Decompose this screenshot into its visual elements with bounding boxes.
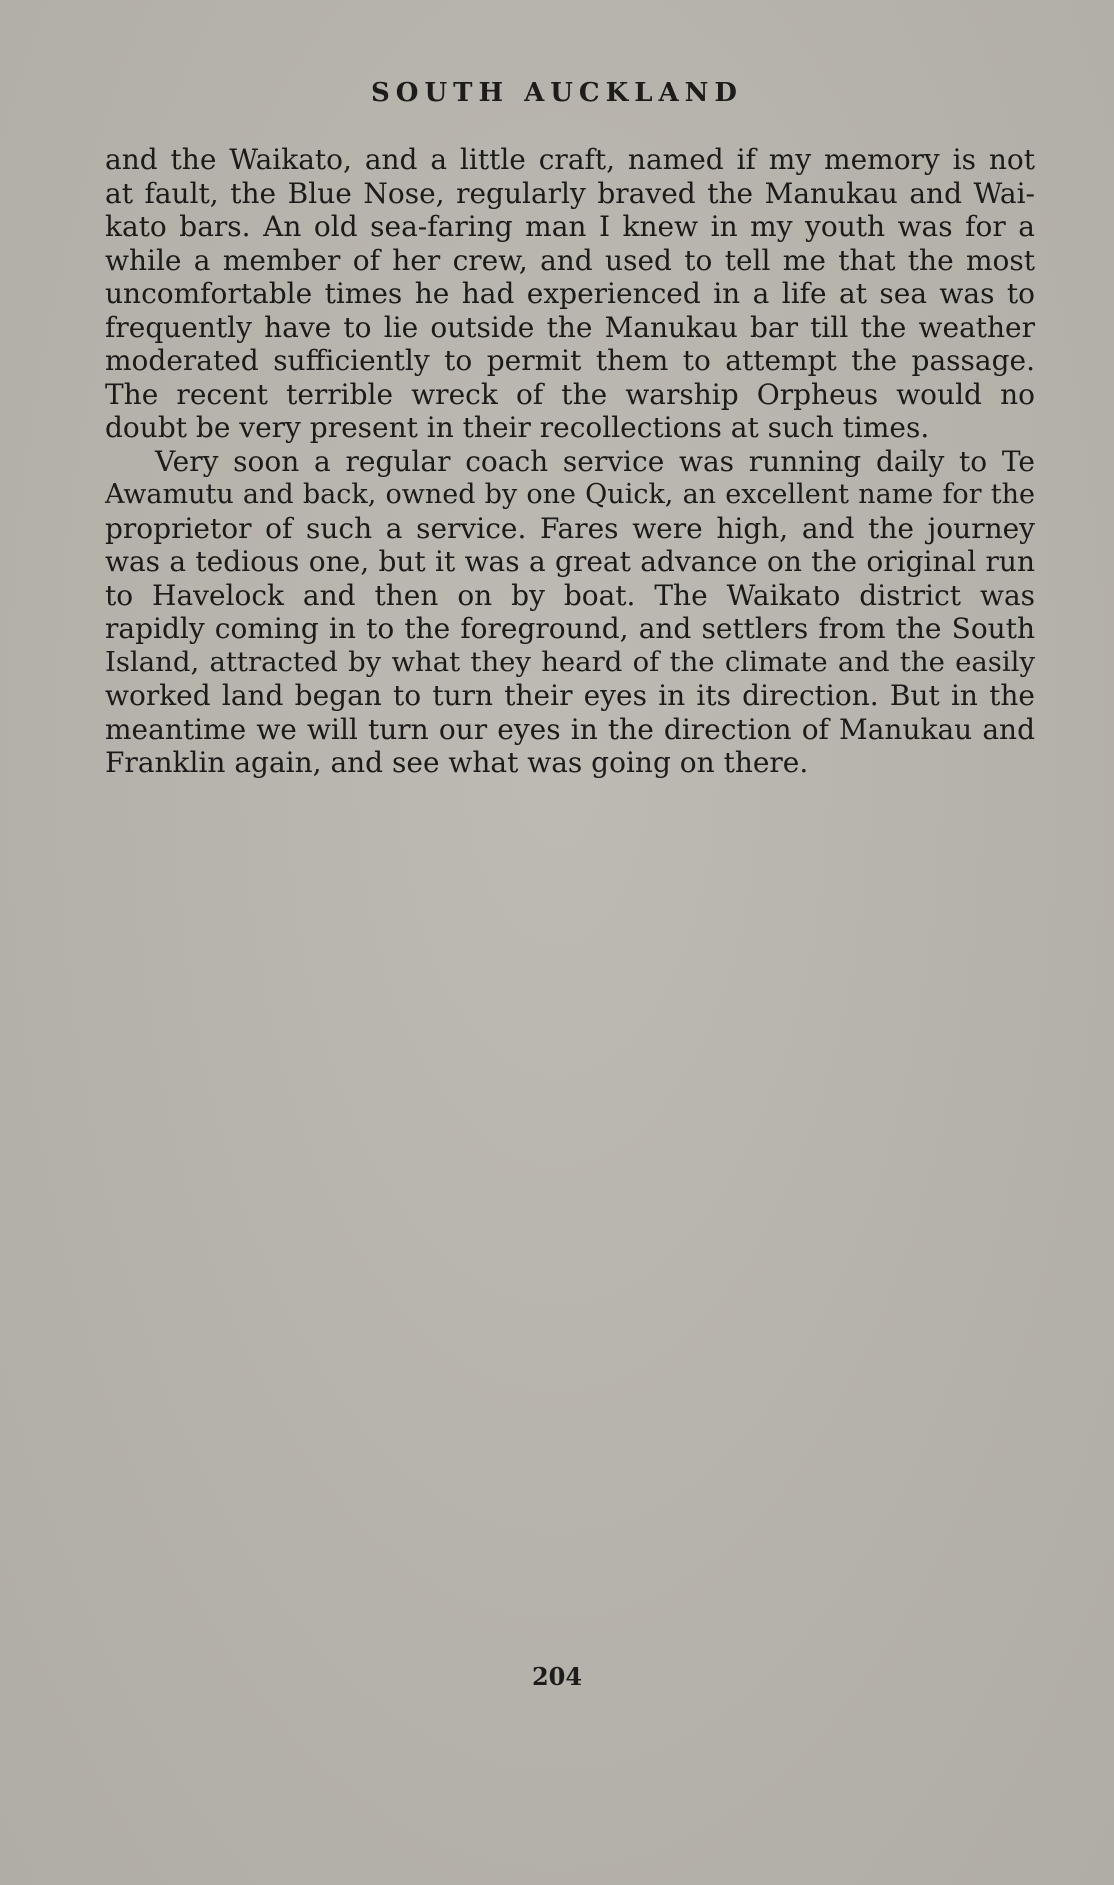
text-line: rapidly coming in to the foreground, and settlers from the South <box>105 612 1035 645</box>
body-text <box>105 143 1035 780</box>
text-line: while a member of her crew, and used to tell me that the most <box>105 243 1035 277</box>
text-line: moderated sufficiently to permit them to attempt the passage. <box>105 344 1035 377</box>
text-line: The recent terrible wreck of the warship Orpheus would no <box>105 377 1035 411</box>
text-line: meantime we will turn our eyes in the direction of Manukau and <box>105 712 1035 746</box>
text-line: worked land began to turn their eyes in its direction. But in the <box>105 679 1035 712</box>
running-head: SOUTH AUCKLAND <box>371 78 743 108</box>
page-number: 204 <box>531 1662 583 1691</box>
text-line: Island, attracted by what they heard of the climate and the easily <box>105 645 1035 678</box>
text-line: Franklin again, and see what was going on there. <box>105 746 809 779</box>
text-line: uncomfortable times he had experienced in a life at sea was to <box>105 277 1035 310</box>
text-line: at fault, the Blue Nose, regularly braved the Manukau and Wai- <box>105 176 1035 210</box>
text-line: to Havelock and then on by boat. The Waikato district was <box>105 578 1035 612</box>
text-line: Very soon a regular coach service was running daily to Te <box>155 444 1035 478</box>
text-line: was a tedious one, but it was a great advance on the original run <box>105 545 1035 578</box>
text-line: proprietor of such a service. Fares were high, and the journey <box>105 511 1035 545</box>
paragraph-1 <box>105 143 1035 445</box>
text-line: frequently have to lie outside the Manukau bar till the weather <box>105 310 1035 344</box>
text-line: and the Waikato, and a little craft, named if my memory is not <box>105 143 1035 176</box>
text-line: doubt be very present in their recollections at such times. <box>105 411 930 444</box>
text-line: Awamutu and back, owned by one Quick, an excellent name for the <box>105 479 1035 510</box>
paragraph-2 <box>105 445 1035 780</box>
text-line: kato bars. An old sea-faring man I knew in my youth was for a <box>105 210 1035 243</box>
